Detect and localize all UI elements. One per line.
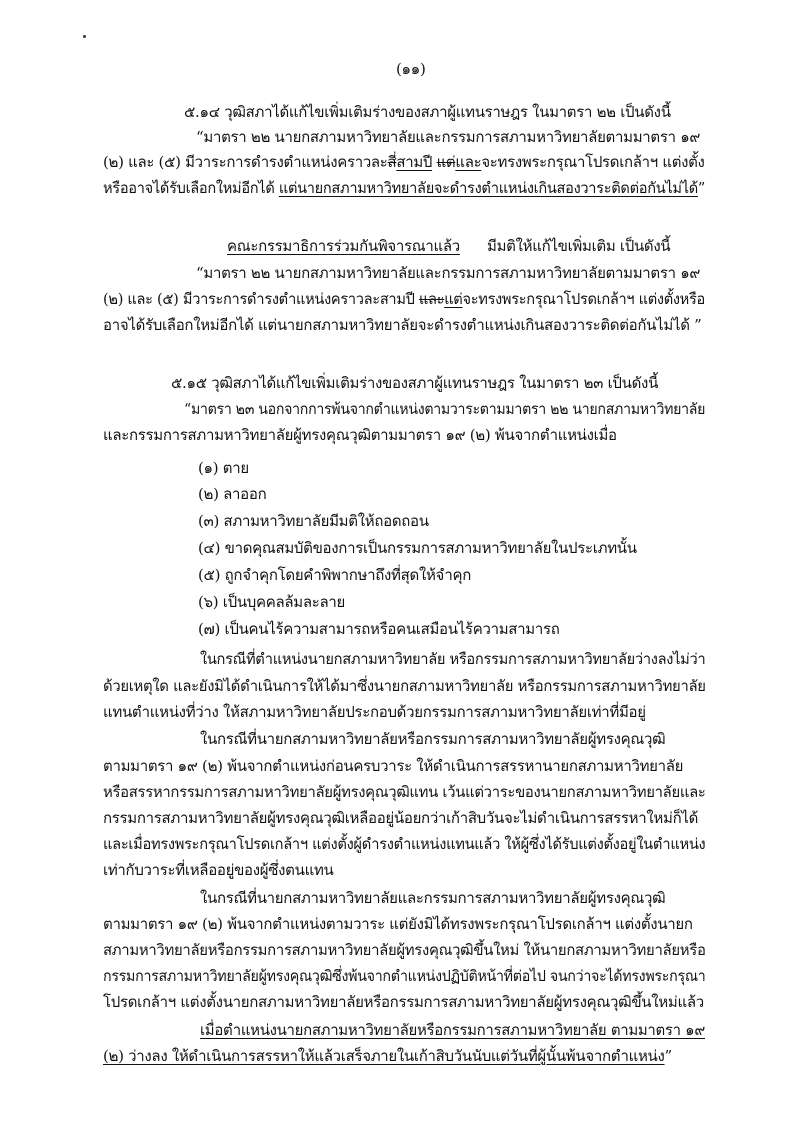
underlined-text: แต่นายกสภามหาวิทยาลัยจะดำรงตำแหน่งเกินสองวาระติดต่อกันไม่ได้ <box>278 179 698 197</box>
paragraph-line: โปรดเกล้าฯ แต่งตั้งนายกสภามหาวิทยาลัยหรือกรรมการสภามหาวิทยาลัยผู้ทรงคุณวุฒิขึ้นใหม่แล้ว <box>103 993 704 1011</box>
committee-line-3: อาจได้รับเลือกใหม่อีกได้ แต่นายกสภามหาวิทยาลัยจะดำรงตำแหน่งเกินสองวาระติดต่อกันไม่ได้ ” <box>103 316 702 334</box>
paragraph-line: กรรมการสภามหาวิทยาลัยผู้ทรงคุณวุฒิซึ่งพ้นจากตำแหน่งปฏิบัติหน้าที่ต่อไป จนกว่าจะได้ทรงพระกรุณา <box>103 967 706 985</box>
scan-speck <box>83 35 86 38</box>
list-item: (๓) สภามหาวิทยาลัยมีมติให้ถอดถอน <box>198 512 429 530</box>
list-item: (๑) ตาย <box>198 459 249 477</box>
list-item: (๖) เป็นบุคคลล้มละลาย <box>198 593 346 611</box>
section-515-heading: ๕.๑๕ วุฒิสภาได้แก้ไขเพิ่มเติมร่างของสภาผู้แทนราษฎร ในมาตรา ๒๓ เป็นดังนี้ <box>171 374 659 392</box>
struck-text: แต่ <box>436 153 456 171</box>
list-item: (๗) เป็นคนไร้ความสามารถหรือคนเสมือนไร้ความสามารถ <box>198 620 560 638</box>
section-515-line-2: และกรรมการสภามหาวิทยาลัยผู้ทรงคุณวุฒิตามมาตรา ๑๙ (๒) พ้นจากตำแหน่งเมื่อ <box>103 426 617 444</box>
paragraph-line: เท่ากับวาระที่เหลืออยู่ของผู้ซึ่งตนแทน <box>103 861 334 879</box>
committee-line-2: (๒) และ (๕) มีวาระการดำรงตำแหน่งคราวละสามปี และแต่จะทรงพระกรุณาโปรดเกล้าฯ แต่งตั้งหรือ <box>103 290 705 308</box>
paragraph-line: และเมื่อทรงพระกรุณาโปรดเกล้าฯ แต่งตั้งผู้ดำรงตำแหน่งแทนแล้ว ให้ผู้ซึ่งได้รับแต่งตั้งอยู่ในตำแหน่ง <box>103 835 706 853</box>
paragraph-line: ในกรณีที่ตำแหน่งนายกสภามหาวิทยาลัย หรือกรรมการสภามหาวิทยาลัยว่างลงไม่ว่า <box>200 650 706 668</box>
section-514-line-3: หรืออาจได้รับเลือกใหม่อีกได้ แต่นายกสภามหาวิทยาลัยจะดำรงตำแหน่งเกินสองวาระติดต่อกันไม่ได้” <box>103 179 706 197</box>
page-number: (๑๑) <box>396 60 426 78</box>
underlined-text: สามปี <box>396 153 433 171</box>
section-515-line-1: “มาตรา ๒๓ นอกจากการพ้นจากตำแหน่งตามวาระตามมาตรา ๒๒ นายกสภามหาวิทยาลัย <box>184 400 706 418</box>
underlined-text: และ <box>455 153 482 171</box>
list-item: (๒) ลาออก <box>198 485 267 503</box>
paragraph-line: ตามมาตรา ๑๙ (๒) พ้นจากตำแหน่งตามวาระ แต่ยังมิได้ทรงพระกรุณาโปรดเกล้าฯ แต่งตั้งนายก <box>103 915 693 933</box>
paragraph-line: ในกรณีที่นายกสภามหาวิทยาลัยและกรรมการสภามหาวิทยาลัยผู้ทรงคุณวุฒิ <box>200 889 666 907</box>
paragraph-line: สภามหาวิทยาลัยหรือกรรมการสภามหาวิทยาลัยผู้ทรงคุณวุฒิขึ้นใหม่ ให้นายกสภามหาวิทยาลัยหรือ <box>103 941 706 959</box>
section-514-line-1: “มาตรา ๒๒ นายกสภามหาวิทยาลัยและกรรมการสภามหาวิทยาลัยตามมาตรา ๑๙ <box>196 128 701 146</box>
struck-text: สี่ <box>387 153 397 171</box>
paragraph-line: แทนตำแหน่งที่ว่าง ให้สภามหาวิทยาลัยประกอบด้วยกรรมการสภามหาวิทยาลัยเท่าที่มีอยู่ <box>103 703 646 721</box>
committee-resolution: มีมติให้แก้ไขเพิ่มเติม เป็นดังนี้ <box>487 237 671 255</box>
paragraph-line: ในกรณีที่นายกสภามหาวิทยาลัยหรือกรรมการสภามหาวิทยาลัยผู้ทรงคุณวุฒิ <box>200 730 666 748</box>
paragraph-line: ตามมาตรา ๑๙ (๒) พ้นจากตำแหน่งก่อนครบวาระ ให้ดำเนินการสรรหานายกสภามหาวิทยาลัย <box>103 757 684 775</box>
list-item: (๔) ขาดคุณสมบัติของการเป็นกรรมการสภามหาวิทยาลัยในประเภทนั้น <box>198 539 637 557</box>
paragraph-line: หรือสรรหากรรมการสภามหาวิทยาลัยผู้ทรงคุณวุฒิแทน เว้นแต่วาระของนายกสภามหาวิทยาลัยและ <box>103 783 706 801</box>
paragraph-line: ด้วยเหตุใด และยังมิได้ดำเนินการให้ได้มาซึ่งนายกสภามหาวิทยาลัย หรือกรรมการสภามหาวิทยาลัย <box>103 677 706 695</box>
section-514-heading: ๕.๑๔ วุฒิสภาได้แก้ไขเพิ่มเติมร่างของสภาผู้แทนราษฎร ในมาตรา ๒๒ เป็นดังนี้ <box>184 103 671 121</box>
paragraph-line: กรรมการสภามหาวิทยาลัยผู้ทรงคุณวุฒิเหลืออยู่น้อยกว่าเก้าสิบวันจะไม่ดำเนินการสรรหาใหม่ก็ได้ <box>103 809 699 827</box>
committee-line-1: “มาตรา ๒๒ นายกสภามหาวิทยาลัยและกรรมการสภามหาวิทยาลัยตามมาตรา ๑๙ <box>196 264 701 282</box>
section-514-line-2: (๒) และ (๕) มีวาระการดำรงตำแหน่งคราวละสี่สามปี แต่และจะทรงพระกรุณาโปรดเกล้าฯ แต่งตั้ง <box>103 153 705 171</box>
underlined-text: แต่ <box>444 290 463 308</box>
list-item: (๕) ถูกจำคุกโดยคำพิพากษาถึงที่สุดให้จำคุก <box>198 566 471 584</box>
underlined-paragraph-line: (๒) ว่างลง ให้ดำเนินการสรรหาให้แล้วเสร็จภายในเก้าสิบวันนับแต่วันที่ผู้นั้นพ้นจากตำแหน่ง” <box>103 1047 672 1065</box>
struck-text: และ <box>418 290 445 308</box>
committee-title: คณะกรรมาธิการร่วมกันพิจารณาแล้ว <box>227 237 460 255</box>
underlined-paragraph-line: เมื่อตำแหน่งนายกสภามหาวิทยาลัยหรือกรรมการสภามหาวิทยาลัย ตามมาตรา ๑๙ <box>200 1021 706 1039</box>
